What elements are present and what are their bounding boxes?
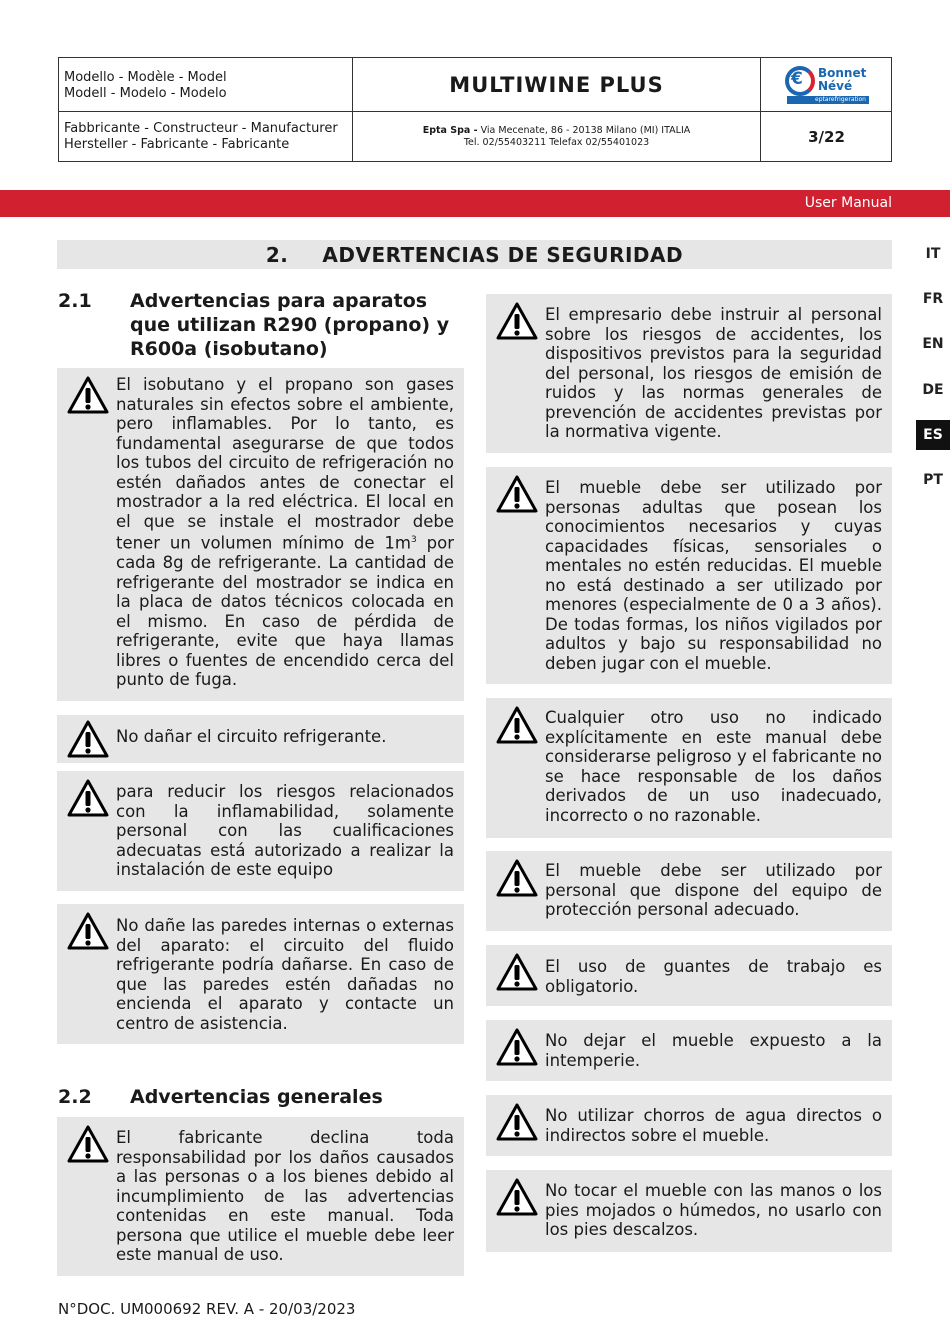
company-address: Via Mecenate, 86 - 20138 Milano (MI) ITALIA [477,125,691,136]
warning-icon [495,474,539,514]
superscript-3: 3 [411,535,417,545]
warning-text: No dejar el mueble expuesto a la intemperie. [545,1031,882,1070]
warning-text: El mueble debe ser utilizado por personal que dispone del equipo de protección personal adecuado. [545,861,882,919]
warning-icon [495,301,539,341]
logo-cell [761,58,892,112]
manufacturer-label-cell [59,112,353,162]
document-header [58,57,892,162]
warning-icon [66,719,110,759]
warning-text: Cualquier otro uso no indicado explícitamente en este manual debe considerarse peligroso y el fabricante no se hace responsable de los daños derivados de un uso inadecuado, incorrecto o no razonable. [545,708,882,825]
manual-banner [0,190,950,217]
warning-text: El empresario debe instruir al personal sobre los riesgos de accidentes, los dispositivos previstos para la seguridad del personal, los riesgos de emisión de ruidos y las normas generales de prevención de accidentes previstas por la normativa vigente. [545,305,882,441]
warning-icon [495,952,539,992]
warning-icon [66,778,110,818]
warning-icon [495,1177,539,1217]
bonnet-neve-logo: € Bonnet Névé eptarefrigeration [785,66,873,106]
warning-box [486,1020,892,1081]
product-name: MULTIWINE PLUS [353,58,761,112]
subsection-number: 2.1 [58,290,92,312]
section-number: 2. [265,242,289,267]
lang-tab-de[interactable]: DE [922,382,944,398]
lang-tab-en[interactable]: EN [922,336,944,352]
warning-box [486,1095,892,1156]
subsection-title-line2: que utilizan R290 (propano) y [130,314,450,336]
warning-box [486,467,892,684]
warning-icon [495,1102,539,1142]
warning-box [57,1117,464,1276]
warning-icon [66,375,110,415]
lang-tab-pt[interactable]: PT [923,472,943,488]
warning-box [57,368,464,701]
lang-tab-es[interactable]: ES [916,420,950,450]
manufacturer-label-line1: Fabbricante - Constructeur - Manufacturer [64,121,338,136]
warning-text: No dañar el circuito refrigerante. [116,727,387,746]
subsection-2-2-heading [58,1085,458,1111]
warning-box [486,698,892,838]
logo-line1: Bonnet [818,66,867,80]
warning-box [57,904,464,1044]
logo-sub: eptarefrigeration [787,96,869,104]
warning-box [57,715,464,763]
subsection-title-line3: R600a (isobutano) [130,338,328,360]
warning-icon [495,1027,539,1067]
company-info [353,112,761,162]
lang-tab-fr[interactable]: FR [922,291,944,307]
warning-text: No tocar el mueble con las manos o los pies mojados o húmedos, no usarlo con los pies descalzos. [545,1181,882,1239]
subsection-number: 2.2 [58,1086,92,1108]
manufacturer-label-line2: Hersteller - Fabricante - Fabricante [64,137,290,152]
warning-box [486,1170,892,1252]
section-title [57,240,892,269]
company-phone: Tel. 02/55403211 Telefax 02/55401023 [463,137,650,148]
warning-box [486,851,892,931]
warning-text: No utilizar chorros de agua directos o indirectos sobre el mueble. [545,1106,882,1145]
company-name: Epta Spa - [422,125,478,136]
logo-line2: Névé [818,79,853,93]
warning-text: El fabricante declina toda responsabilidad por los daños causados a las personas o a los bienes debido al incumplimiento de las advertencias contenidas en este manual. Toda persona que utilice el mueble debe leer este manual de uso. [116,1128,454,1264]
warning-text: No dañe las paredes internas o externas del aparato: el circuito del fluido refrigerante podría dañarse. En caso de que las paredes estén dañadas no encienda el aparato y contacte un centro de asistencia. [116,916,454,1033]
warning-icon [66,911,110,951]
warning-icon [66,1124,110,1164]
subsection-title-line1: Advertencias para aparatos [130,290,428,312]
warning-text-cont: por cada 8g de refrigerante. La cantidad de refrigerante del mostrador se indica en la placa de datos técnicos colocada en el mismo. En caso de pérdida de refrigerante, evite que haya llamas libres o fuentes de encendido cerca del punto de fuga. [116,533,454,689]
section-title-text: ADVERTENCIAS DE SEGURIDAD [322,242,684,267]
warning-text: para reducir los riesgos relacionados con la inflamabilidad, solamente personal con las cualificaciones adecuatas está autorizado a realizar la instalación de este equipo [116,782,454,879]
banner-label: User Manual [804,195,892,211]
subsection-2-1-heading [58,289,458,364]
model-label-line1: Modello - Modèle - Model [64,70,227,85]
model-label-line2: Modell - Modelo - Modelo [64,86,227,101]
document-number: N°DOC. UM000692 REV. A - 20/03/2023 [58,1300,356,1318]
page-number: 3/22 [808,128,845,146]
warning-text: El uso de guantes de trabajo es obligatorio. [545,957,882,996]
warning-text: El isobutano y el propano son gases naturales sin efectos sobre el ambiente, pero inflamables. Por lo tanto, es fundamental asegurarse de que todos los tubos del circuito de refrigeración no estén dañados antes de conectar el mostrador a la red eléctrica. El local en el que se instale el mostrador debe tener un volumen mínimo de 1m [116,375,454,553]
subsection-title: Advertencias generales [130,1086,383,1108]
warning-icon [495,705,539,745]
model-label-cell [59,58,353,112]
lang-tab-it[interactable]: IT [925,246,941,262]
warning-box [57,771,464,891]
warning-box [486,945,892,1006]
warning-text: El mueble debe ser utilizado por personas adultas que posean los conocimientos necesarios y cuyas capacidades físicas, sensoriales o mentales no estén reducidas. El mueble no está destinado a ser utilizado por menores (especialmente de 0 a 3 años). De todas formas, los niños vigilados por adultos y bajo su responsabilidad no deben jugar con el mueble. [545,478,882,673]
warning-box [486,294,892,453]
warning-icon [495,858,539,898]
